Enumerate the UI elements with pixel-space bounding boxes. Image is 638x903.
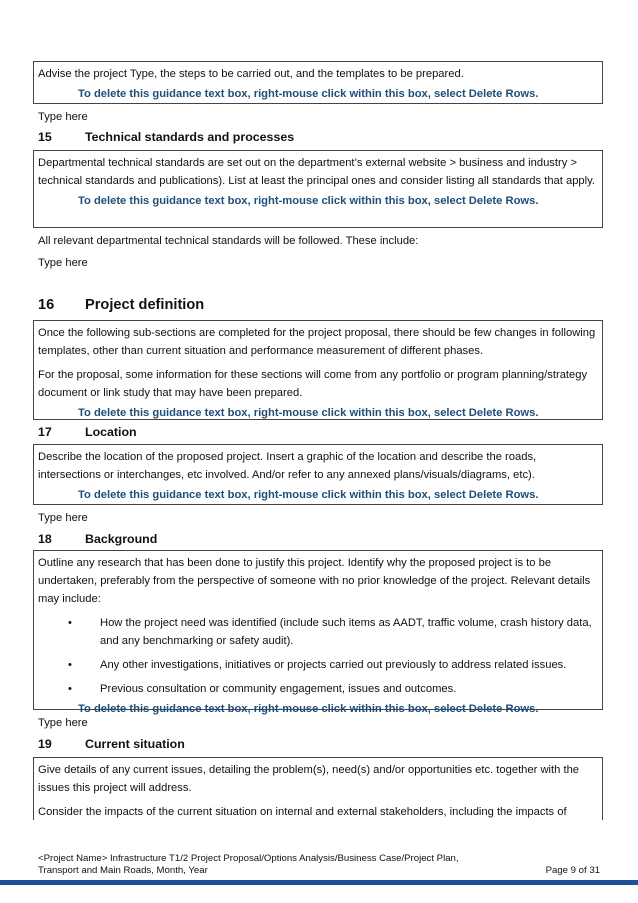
guidance-box-technical-standards[interactable] <box>33 150 603 228</box>
delete-guidance-note: To delete this guidance text box, right-mouse click within this box, select Delete Rows. <box>78 489 539 501</box>
guidance-paragraph-2: For the proposal, some information for these sections will come from any portfolio or program planning/strategy document or link study that may have been prepared. <box>38 369 588 399</box>
delete-guidance-note: To delete this guidance text box, right-mouse click within this box, select Delete Rows. <box>78 407 539 419</box>
guidance-box-location[interactable] <box>33 444 603 505</box>
standards-intro-text: All relevant departmental technical standards will be followed. These include: <box>38 235 419 247</box>
section-number: 15 <box>38 130 52 144</box>
guidance-box-project-type[interactable] <box>33 61 603 104</box>
guidance-text: Advise the project Type, the steps to be carried out, and the templates to be prepared. <box>38 68 464 80</box>
type-here-field[interactable]: Type here <box>38 111 88 123</box>
footer-organisation-date: Transport and Main Roads, Month, Year <box>38 865 208 876</box>
guidance-paragraph-2: Consider the impacts of the current situation on internal and external stakeholders, including the impacts of <box>38 806 567 818</box>
guidance-box-project-definition[interactable] <box>33 320 603 420</box>
section-heading-16 <box>38 297 204 313</box>
page-number: Page 9 of 31 <box>545 865 600 876</box>
guidance-paragraph-1: Give details of any current issues, detailing the problem(s), need(s) and/or opportunities etc. together with the issues this project will address. <box>38 764 580 794</box>
section-number: 16 <box>38 297 55 313</box>
delete-guidance-note: To delete this guidance text box, right-mouse click within this box, select Delete Rows. <box>78 703 539 715</box>
section-title: Location <box>85 425 137 439</box>
section-title: Technical standards and processes <box>85 130 295 144</box>
guidance-box-background[interactable] <box>33 550 603 715</box>
page-footer <box>38 853 459 877</box>
section-number: 19 <box>38 737 52 751</box>
type-here-field[interactable]: Type here <box>38 512 88 524</box>
section-heading-15 <box>38 130 294 144</box>
bullet-icon: • <box>68 683 72 695</box>
footer-bar <box>0 880 638 885</box>
guidance-text: Outline any research that has been done to justify this project. Identify why the proposed project is to be undertaken, preferably from the perspective of someone with no prior knowledge of the project. Relevant details may include: <box>38 557 591 605</box>
section-title: Project definition <box>85 297 205 313</box>
bullet-icon: • <box>68 659 72 671</box>
delete-guidance-note: To delete this guidance text box, right-mouse click within this box, select Delete Rows. <box>78 88 539 100</box>
guidance-text: Departmental technical standards are set out on the department’s external website > business and industry > technical standards and publications). List at least the principal ones and consider listing all standards that apply. <box>38 157 596 187</box>
list-item: • Previous consultation or community engagement, issues and outcomes. <box>38 680 598 698</box>
type-here-field[interactable]: Type here <box>38 257 88 269</box>
list-item: • How the project need was identified (include such items as AADT, traffic volume, crash history data, and any benchmarking or safety audit). <box>38 614 598 650</box>
section-number: 17 <box>38 425 52 439</box>
section-heading-18 <box>38 532 157 546</box>
section-heading-17 <box>38 425 137 439</box>
guidance-text: Describe the location of the proposed project. Insert a graphic of the location and describe the roads, intersections or interchanges, etc involved. And/or refer to any annexed plans/visuals/diagrams, etc). <box>38 451 537 481</box>
list-item: • Any other investigations, initiatives or projects carried out previously to address related issues. <box>38 656 598 674</box>
delete-guidance-note: To delete this guidance text box, right-mouse click within this box, select Delete Rows. <box>78 195 539 207</box>
section-heading-19 <box>38 737 185 751</box>
bullet-icon: • <box>68 617 72 629</box>
section-title: Background <box>85 532 158 546</box>
type-here-field[interactable]: Type here <box>38 717 88 729</box>
section-title: Current situation <box>85 737 185 751</box>
footer-document-title: <Project Name> Infrastructure T1/2 Project Proposal/Options Analysis/Business Case/Project Plan, <box>38 853 459 864</box>
section-number: 18 <box>38 532 52 546</box>
background-bullet-list <box>38 614 598 698</box>
guidance-paragraph-1: Once the following sub-sections are completed for the project proposal, there should be few changes in following templates, other than current situation and performance measurement of different phases. <box>38 327 596 357</box>
guidance-box-current-situation[interactable] <box>33 757 603 820</box>
